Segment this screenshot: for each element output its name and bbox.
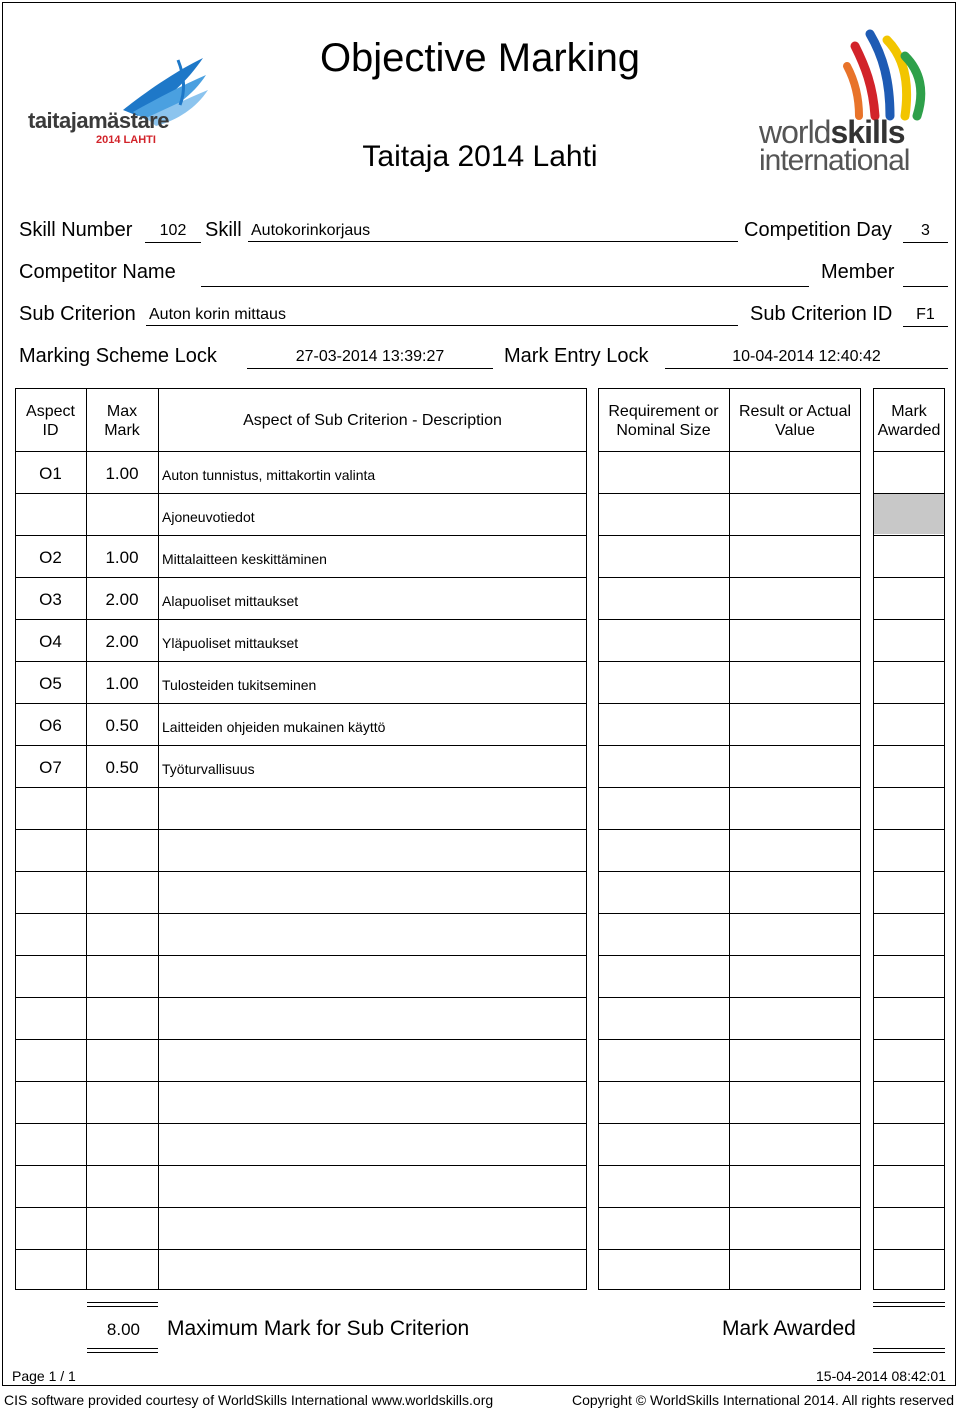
- marking-scheme-lock-label: Marking Scheme Lock: [19, 345, 217, 367]
- row-separator: [598, 1249, 861, 1250]
- page-subtitle: Taitaja 2014 Lahti: [362, 140, 598, 173]
- competitor-name-label: Competitor Name: [19, 261, 176, 283]
- marking-scheme-lock-value: 27-03-2014 13:39:27: [247, 348, 493, 369]
- taitaja-logo-sub: 2014 LAHTI: [96, 134, 156, 146]
- row-separator: [598, 955, 861, 956]
- skill-number-label: Skill Number: [19, 219, 133, 241]
- aspect-description: Ajoneuvotiedot: [162, 509, 255, 525]
- row-separator: [15, 955, 587, 956]
- row-separator: [873, 1249, 945, 1250]
- shaded-mark-cell: [874, 493, 944, 534]
- header-max-mark: Max Mark: [104, 403, 140, 439]
- row-separator: [873, 1081, 945, 1082]
- mark-awarded-total-label: Mark Awarded: [722, 1317, 856, 1340]
- aspect-description: Yläpuoliset mittaukset: [162, 635, 299, 651]
- aspect-id: O1: [39, 464, 62, 483]
- aspect-description: Laitteiden ohjeiden mukainen käyttö: [162, 719, 386, 735]
- competition-day-value: 3: [903, 222, 948, 243]
- row-separator: [598, 535, 861, 536]
- row-separator: [598, 661, 861, 662]
- row-separator: [15, 1165, 587, 1166]
- row-separator: [873, 1123, 945, 1124]
- row-separator: [598, 703, 861, 704]
- row-separator: [873, 955, 945, 956]
- total-max-rule-bottom: [87, 1348, 158, 1353]
- row-separator: [598, 619, 861, 620]
- member-field: [903, 266, 948, 287]
- print-timestamp: 15-04-2014 08:42:01: [816, 1368, 946, 1384]
- row-separator: [15, 535, 587, 536]
- row-separator: [15, 661, 587, 662]
- row-separator: [873, 871, 945, 872]
- skill-number-value: 102: [145, 222, 201, 243]
- copyright-notice: Copyright © WorldSkills International 2014. All rights reserved: [571, 1392, 954, 1408]
- row-separator: [598, 1165, 861, 1166]
- max-mark: 2.00: [105, 590, 139, 609]
- row-separator: [873, 577, 945, 578]
- total-max-rule-top: [87, 1302, 158, 1307]
- header-mark-awarded: Mark Awarded: [877, 403, 941, 439]
- sub-criterion-id-value: F1: [903, 306, 948, 327]
- row-separator: [598, 1207, 861, 1208]
- worldskills-logo-text-2: international: [759, 144, 910, 177]
- row-separator: [873, 535, 945, 536]
- total-max-label: Maximum Mark for Sub Criterion: [167, 1317, 470, 1340]
- max-mark: 2.00: [105, 632, 139, 651]
- row-separator: [15, 1123, 587, 1124]
- aspect-id: O7: [39, 758, 62, 777]
- row-separator: [873, 493, 945, 494]
- header-result: Result or Actual Value: [738, 403, 852, 439]
- header-requirement: Requirement or Nominal Size: [608, 403, 719, 439]
- sub-criterion-id-label: Sub Criterion ID: [750, 303, 893, 325]
- mark-entry-lock-value: 10-04-2014 12:40:42: [665, 348, 948, 369]
- sub-criterion-value: Auton korin mittaus: [146, 306, 738, 326]
- max-mark: 1.00: [105, 674, 139, 693]
- divider-id-max: [86, 388, 87, 1290]
- worldskills-logo-text: worldskills: [759, 114, 905, 150]
- mark-entry-lock-label: Mark Entry Lock: [504, 345, 649, 367]
- row-separator: [15, 619, 587, 620]
- row-separator: [15, 1081, 587, 1082]
- page-title: Objective Marking: [319, 36, 641, 80]
- row-separator: [873, 619, 945, 620]
- max-mark: 1.00: [105, 548, 139, 567]
- aspect-id: O2: [39, 548, 62, 567]
- row-separator: [873, 829, 945, 830]
- row-separator: [598, 451, 861, 452]
- aspect-id: O6: [39, 716, 62, 735]
- aspect-description: Alapuoliset mittaukset: [162, 593, 299, 609]
- header-aspect-id: Aspect ID: [26, 403, 75, 439]
- row-separator: [598, 913, 861, 914]
- taitaja-logo-text: taitajamästare: [28, 108, 169, 133]
- row-separator: [873, 787, 945, 788]
- row-separator: [873, 703, 945, 704]
- aspect-id: O5: [39, 674, 62, 693]
- member-label: Member: [821, 261, 895, 283]
- row-separator: [873, 745, 945, 746]
- row-separator: [15, 1249, 587, 1250]
- aspect-description: Mittalaitteen keskittäminen: [162, 551, 327, 567]
- table-main-box: [15, 388, 587, 1290]
- row-separator: [598, 1081, 861, 1082]
- row-separator: [15, 1039, 587, 1040]
- max-mark: 1.00: [105, 464, 139, 483]
- row-separator: [15, 787, 587, 788]
- row-separator: [598, 745, 861, 746]
- row-separator: [873, 1207, 945, 1208]
- skill-label: Skill: [205, 219, 242, 241]
- row-separator: [15, 745, 587, 746]
- row-separator: [873, 997, 945, 998]
- row-separator: [15, 493, 587, 494]
- total-mark-rule-top: [873, 1302, 945, 1307]
- page-number: Page 1 / 1: [12, 1368, 76, 1384]
- total-mark-rule-bottom: [873, 1348, 945, 1353]
- aspect-id: O3: [39, 590, 62, 609]
- aspect-description: Auton tunnistus, mittakortin valinta: [162, 467, 376, 483]
- row-separator: [15, 997, 587, 998]
- row-separator: [598, 577, 861, 578]
- row-separator: [15, 1207, 587, 1208]
- competitor-name-field: [201, 266, 809, 287]
- row-separator: [598, 997, 861, 998]
- row-separator: [598, 871, 861, 872]
- row-separator: [598, 1123, 861, 1124]
- max-mark: 0.50: [105, 716, 139, 735]
- row-separator: [15, 703, 587, 704]
- total-max-value: 8.00: [106, 1320, 140, 1339]
- aspect-id: O4: [39, 632, 62, 651]
- row-separator: [873, 913, 945, 914]
- row-separator: [15, 913, 587, 914]
- competition-day-label: Competition Day: [744, 219, 892, 241]
- aspect-description: Työturvallisuus: [162, 761, 255, 777]
- divider-req-result: [729, 388, 730, 1290]
- row-separator: [873, 1165, 945, 1166]
- software-credit: CIS software provided courtesy of WorldSkills International www.worldskills.org: [4, 1392, 494, 1408]
- divider-max-desc: [158, 388, 159, 1290]
- row-separator: [873, 1039, 945, 1040]
- row-separator: [598, 787, 861, 788]
- max-mark: 0.50: [105, 758, 139, 777]
- row-separator: [15, 451, 587, 452]
- row-separator: [598, 1039, 861, 1040]
- row-separator: [15, 577, 587, 578]
- row-separator: [598, 493, 861, 494]
- sub-criterion-label: Sub Criterion: [19, 303, 136, 325]
- row-separator: [15, 829, 587, 830]
- row-separator: [873, 661, 945, 662]
- row-separator: [598, 829, 861, 830]
- row-separator: [873, 451, 945, 452]
- row-separator: [15, 871, 587, 872]
- header-description: Aspect of Sub Criterion - Description: [243, 412, 502, 429]
- aspect-description: Tulosteiden tukitseminen: [162, 677, 317, 693]
- skill-value: Autokorinkorjaus: [248, 222, 738, 242]
